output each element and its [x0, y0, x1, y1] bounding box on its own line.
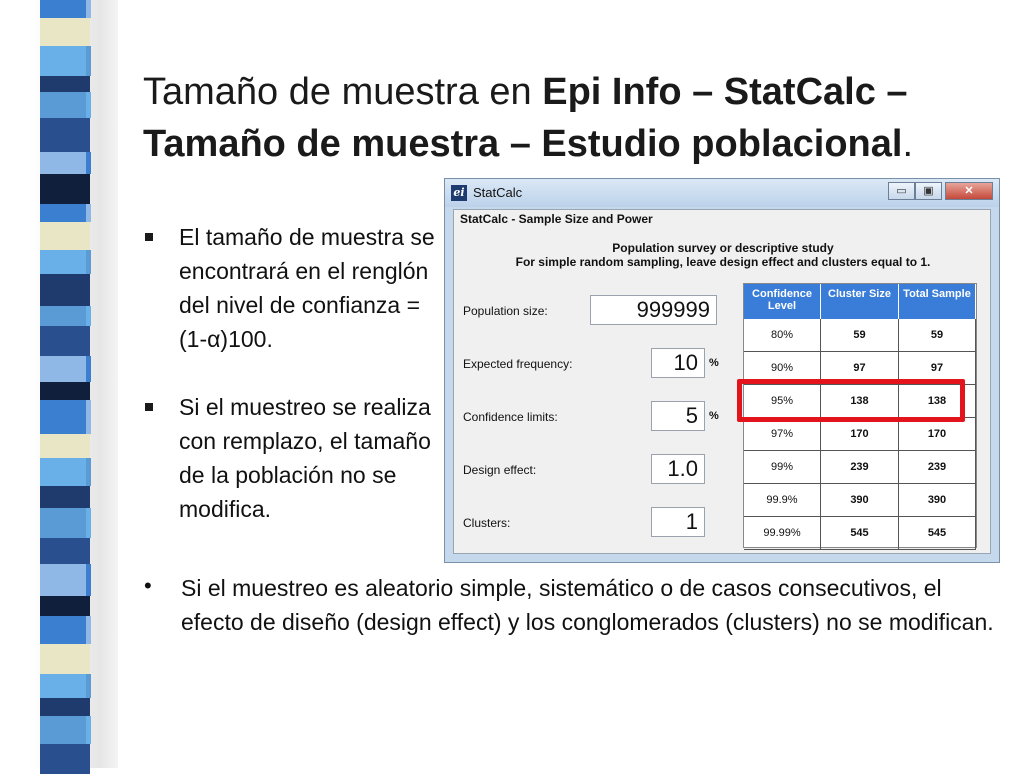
table-header-cell: Total Sample	[899, 284, 976, 319]
statcalc-window	[444, 178, 1000, 563]
stripe-accent	[86, 356, 91, 382]
stripe-accent	[86, 400, 91, 434]
stripe-accent	[86, 306, 91, 326]
bullet-square-icon	[145, 233, 153, 241]
title-normal: Tamaño de muestra en	[143, 71, 543, 113]
table-cell: 138	[821, 385, 899, 418]
expected-frequency-input[interactable]: 10	[651, 348, 705, 378]
table-cell: 95%	[744, 385, 821, 418]
stripe-accent	[86, 564, 91, 596]
table-cell: 390	[821, 484, 899, 517]
table-header-cell: Cluster Size	[821, 284, 899, 319]
stripe-block	[40, 250, 90, 274]
clusters-input[interactable]: 1	[651, 507, 705, 537]
maximize-button[interactable]: ▣	[915, 182, 942, 200]
stripe-block	[40, 306, 90, 326]
population-size-label: Population size:	[463, 304, 548, 318]
stripe-block	[40, 204, 90, 222]
stripe-block	[40, 222, 90, 250]
stripe-block	[40, 18, 90, 46]
stripe-block	[40, 152, 90, 174]
table-cell: 97	[899, 352, 976, 385]
table-cell: 138	[899, 385, 976, 418]
bullet-text-2: Si el muestreo se realiza con remplazo, el tamaño de la población no se modifica.	[179, 394, 431, 522]
stripe-block	[40, 508, 90, 538]
stripe-block	[40, 356, 90, 382]
stripe-block	[40, 118, 90, 152]
table-cell: 90%	[744, 352, 821, 385]
stripe-block	[40, 382, 90, 400]
stripe-block	[40, 274, 90, 306]
clusters-label: Clusters:	[463, 516, 511, 530]
epi-info-logo-icon: ei	[451, 185, 467, 201]
window-title: StatCalc	[473, 185, 523, 200]
slide-title	[143, 66, 983, 170]
table-cell: 545	[899, 517, 976, 550]
stripe-block	[40, 76, 90, 92]
sampling-instruction: For simple random sampling, leave design effect and clusters equal to 1.	[515, 255, 931, 269]
title-end: .	[902, 123, 914, 165]
group-label: StatCalc - Sample Size and Power	[460, 212, 653, 226]
table-cell: 97	[821, 352, 899, 385]
stripe-block	[40, 400, 90, 434]
minimize-button[interactable]: ▭	[888, 182, 915, 200]
table-cell: 239	[899, 451, 976, 484]
bullet-square-icon	[145, 403, 153, 411]
title-bold: Epi Info – StatCalc – Tamaño de muestra – Estudio poblacional	[143, 71, 908, 165]
table-header-cell: Confidence Level	[744, 284, 821, 319]
stripe-block	[40, 596, 90, 616]
close-button[interactable]: ✕	[945, 182, 993, 200]
stripe-block	[40, 458, 90, 486]
population-size-input[interactable]: 999999	[590, 295, 717, 325]
table-cell: 80%	[744, 319, 821, 352]
expected-frequency-label: Expected frequency:	[463, 357, 573, 371]
table-cell: 99%	[744, 451, 821, 484]
table-cell: 97%	[744, 418, 821, 451]
stripe-accent	[86, 508, 91, 538]
confidence-limits-unit: %	[709, 410, 719, 422]
stripe-block	[40, 538, 90, 564]
table-cell: 239	[821, 451, 899, 484]
table-cell: 59	[821, 319, 899, 352]
stripe-block	[40, 92, 90, 118]
table-cell: 99.99%	[744, 517, 821, 550]
stripe-block	[40, 716, 90, 744]
table-cell: 99.9%	[744, 484, 821, 517]
stripe-block	[40, 486, 90, 508]
bullet-text-1: El tamaño de muestra se encontrará en el renglón del nivel de confianza = (1-α)100.	[179, 224, 435, 352]
stripe-accent	[86, 152, 91, 174]
stripe-accent	[86, 0, 91, 18]
table-cell: 170	[821, 418, 899, 451]
stripe-accent	[86, 250, 91, 274]
table-cell: 59	[899, 319, 976, 352]
stripe-block	[40, 46, 90, 76]
stripe-block	[40, 698, 90, 716]
stripe-accent	[86, 674, 91, 698]
highlight-box	[737, 379, 965, 422]
stripe-accent	[86, 46, 91, 76]
stripe-accent	[86, 204, 91, 222]
stripe-block	[40, 564, 90, 596]
stripe-blocks	[40, 0, 90, 768]
stripe-block	[40, 674, 90, 698]
stripe-block	[40, 174, 90, 204]
stripe-block	[40, 616, 90, 644]
table-cell: 390	[899, 484, 976, 517]
confidence-limits-input[interactable]: 5	[651, 401, 705, 431]
design-effect-label: Design effect:	[463, 463, 537, 477]
stripe-block	[40, 326, 90, 356]
window-titlebar[interactable]	[445, 179, 999, 207]
stripe-accent	[86, 458, 91, 486]
stripe-accent	[86, 92, 91, 118]
study-type-heading: Population survey or descriptive study	[612, 241, 834, 255]
bullet-text-3: Si el muestreo es aleatorio simple, sistemático o de casos consecutivos, el efecto de diseño (design effect) y los conglomerados (clusters) no se modifican.	[181, 575, 994, 635]
stripe-block	[40, 434, 90, 458]
decorative-stripe	[0, 0, 118, 768]
stripe-block	[40, 0, 90, 18]
stripe-accent	[86, 616, 91, 644]
table-cell: 170	[899, 418, 976, 451]
stripe-block	[40, 644, 90, 674]
stripe-accent	[86, 716, 91, 744]
stripe-block	[40, 744, 90, 774]
table-cell: 545	[821, 517, 899, 550]
confidence-limits-label: Confidence limits:	[463, 410, 558, 424]
expected-frequency-unit: %	[709, 357, 719, 369]
bullet-dot-icon: •	[144, 573, 152, 598]
design-effect-input[interactable]: 1.0	[651, 454, 705, 484]
